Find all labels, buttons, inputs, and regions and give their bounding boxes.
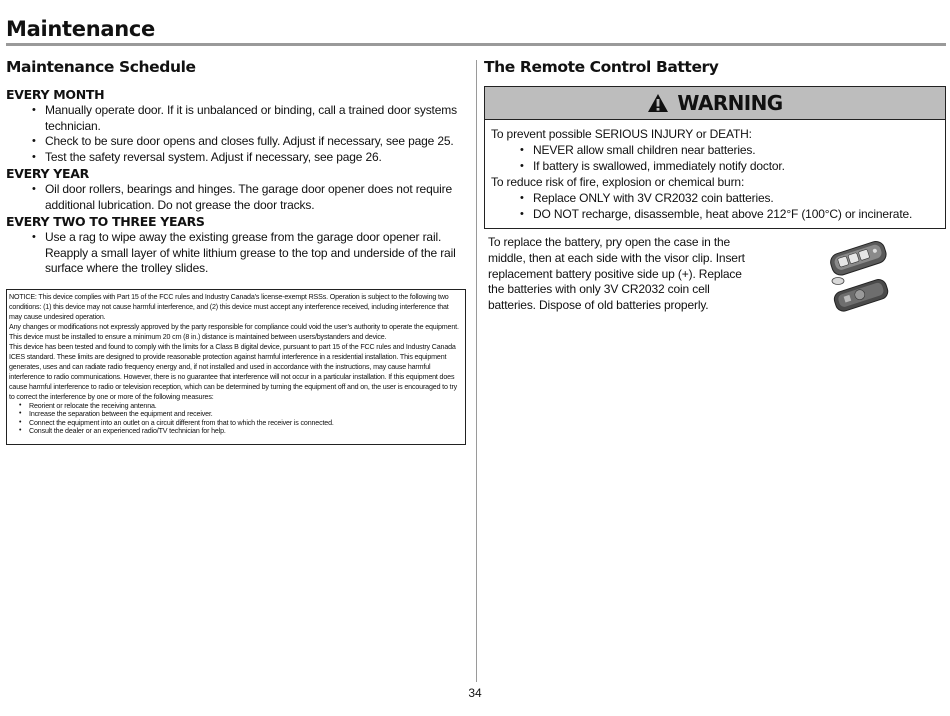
warning-list bbox=[491, 190, 939, 222]
warning-triangle-icon bbox=[647, 93, 669, 113]
maintenance-schedule-column bbox=[6, 56, 466, 445]
battery-replacement-area bbox=[484, 235, 946, 325]
list-item: • Consult the dealer or an experienced radio/TV technician for help. bbox=[29, 427, 463, 436]
list-item: • Manually operate door. If it is unbalanced or binding, call a trained door systems technician. bbox=[45, 103, 466, 134]
remote-control-illustration bbox=[824, 237, 894, 315]
list-item: • DO NOT recharge, disassemble, heat above 212°F (100°C) or incinerate. bbox=[533, 206, 939, 222]
notice-paragraph: NOTICE: This device complies with Part 15 of the FCC rules and Industry Canada’s license-exempt RSSs. Operation is subject to the following two conditions: (1) this device may not cause harmful interference, and (2) this device must accept any interference received, including interference that may cause undesired operation. bbox=[9, 292, 449, 321]
warning-list bbox=[491, 142, 939, 174]
notice-paragraph: Any changes or modifications not expressly approved by the party responsible for compliance could void the user’s authority to operate the equipment. bbox=[9, 322, 459, 331]
every-year-list bbox=[6, 182, 466, 213]
every-two-to-three-years-list bbox=[6, 230, 466, 277]
list-item: • Replace ONLY with 3V CR2032 coin batteries. bbox=[533, 190, 939, 206]
remote-battery-title: The Remote Control Battery bbox=[484, 58, 719, 76]
notice-measures-list bbox=[9, 402, 463, 436]
fcc-notice-box bbox=[6, 289, 466, 445]
schedule-heading-every-two-to-three-years: EVERY TWO TO THREE YEARS bbox=[6, 214, 205, 229]
list-item: • Oil door rollers, bearings and hinges. The garage door opener does not require additional lubrication. Do not grease the door tracks. bbox=[45, 182, 466, 213]
warning-banner bbox=[485, 87, 945, 120]
list-item: • Increase the separation between the equipment and receiver. bbox=[29, 410, 463, 419]
list-item: • Test the safety reversal system. Adjust if necessary, see page 26. bbox=[45, 150, 466, 166]
list-item: • Reorient or relocate the receiving antenna. bbox=[29, 402, 463, 411]
maintenance-schedule-title: Maintenance Schedule bbox=[6, 58, 196, 76]
page-header bbox=[6, 16, 946, 42]
column-divider bbox=[476, 60, 477, 682]
warning-body bbox=[485, 120, 945, 228]
notice-paragraph: This device must be installed to ensure a minimum 20 cm (8 in.) distance is maintained between users/bystanders and device. bbox=[9, 332, 387, 341]
list-item: • If battery is swallowed, immediately notify doctor. bbox=[533, 158, 939, 174]
schedule-heading-every-month: EVERY MONTH bbox=[6, 87, 105, 102]
list-item: • NEVER allow small children near batteries. bbox=[533, 142, 939, 158]
warning-box bbox=[484, 86, 946, 229]
schedule-heading-every-year: EVERY YEAR bbox=[6, 166, 89, 181]
list-item: • Check to be sure door opens and closes fully. Adjust if necessary, see page 25. bbox=[45, 134, 466, 150]
warning-intro: To prevent possible SERIOUS INJURY or DEATH: bbox=[491, 127, 752, 141]
notice-paragraph: This device has been tested and found to comply with the limits for a Class B digital device, pursuant to part 15 of the FCC rules and Industry Canada ICES standard. These limits are designed to provide reasonable protection against harmful interference in a residential installation. This equipment generates, uses and can radiate radio frequency energy and, if not installed and used in accordance with the instructions, may cause harmful interference to radio communications. However, there is no guarantee that interference will not occur in a particular installation. If this equipment does cause harmful interference to radio or television reception, which can be determined by turning the equipment off and on, the user is encouraged to try to correct the interference by one or more of the following measures: bbox=[9, 342, 458, 401]
battery-instructions: To replace the battery, pry open the case in the middle, then at each side with the visor clip. Insert replacement battery positive side up (+). Replace the batteries with only 3V CR2032 coin cell batteries. Dispose of old batteries properly. bbox=[488, 235, 745, 313]
warning-intro: To reduce risk of fire, explosion or chemical burn: bbox=[491, 175, 745, 189]
warning-label: WARNING bbox=[677, 91, 783, 115]
every-month-list bbox=[6, 103, 466, 165]
page-title: Maintenance bbox=[6, 17, 155, 41]
page-number: 34 bbox=[468, 686, 482, 700]
remote-battery-column bbox=[484, 56, 946, 325]
list-item: • Use a rag to wipe away the existing grease from the garage door opener rail. Reapply a small layer of white lithium grease to the top and underside of the rail surface where the trolley slides. bbox=[45, 230, 466, 277]
list-item: • Connect the equipment into an outlet on a circuit different from that to which the receiver is connected. bbox=[29, 419, 463, 428]
header-rule bbox=[6, 43, 946, 46]
